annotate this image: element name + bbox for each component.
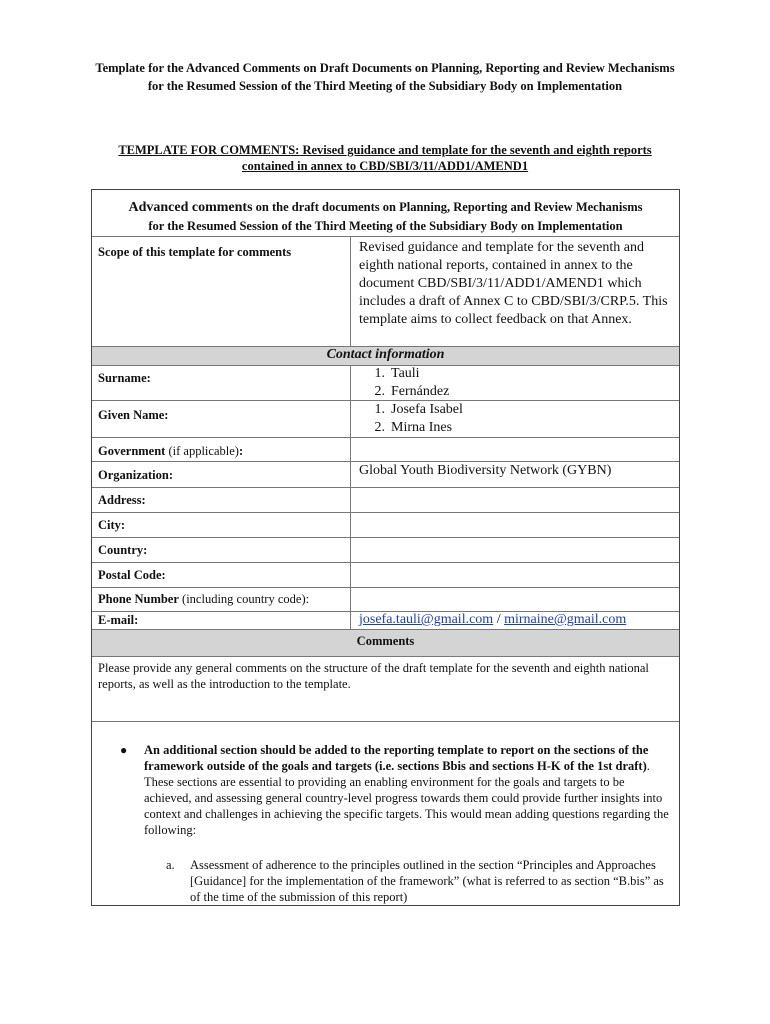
- surname-label: Surname:: [98, 371, 151, 385]
- scope-label: Scope of this template for comments: [98, 245, 292, 259]
- government-note: (if applicable): [165, 444, 239, 458]
- given-name-2: Mirna Ines: [391, 420, 453, 435]
- template-heading-text: Revised guidance and template for the seventh and eighth reports contained in annex to CBD/SBI/3/11/ADD1/AMEND1: [241, 143, 652, 173]
- row-divider: [92, 437, 679, 438]
- template-heading: [100, 142, 670, 174]
- given-name-1: Josefa Isabel: [391, 402, 463, 417]
- given-name-label: Given Name:: [98, 408, 169, 422]
- organization-label: Organization:: [98, 468, 173, 482]
- scope-value: Revised guidance and template for the seventh and eighth national reports, contained in annex to the document CBD/SBI/3/11/ADD1/AMEND1 which includes a draft of Annex C to CBD/SBI/3/CRP.5. This template aims to collect feedback on that Annex.: [359, 240, 668, 327]
- phone-label: [98, 591, 309, 607]
- bullet-rest-text: . These sections are essential to providing an enabling environment for the goals and targets to be achieved, and assessing general country-level progress towards them could provide further insights into context and challenges in achieving the specific targets. This would mean adding questions regarding the following:: [144, 759, 669, 837]
- row-divider: [92, 656, 679, 657]
- comment-bullet-item: [120, 742, 670, 838]
- row-divider: [92, 537, 679, 538]
- list-number: 1.: [374, 402, 385, 417]
- row-divider: [92, 487, 679, 488]
- list-number: 2.: [374, 384, 385, 399]
- government-colon: :: [238, 444, 244, 458]
- form-box-title-rest: on the draft documents on Planning, Reporting and Review Mechanisms: [252, 200, 643, 214]
- surname-2: Fernández: [391, 384, 450, 399]
- document-title: Template for the Advanced Comments on Draft Documents on Planning, Reporting and Review Mechanisms for the Resumed Session of the Third Meeting of the Subsidiary Body on Implementation: [95, 61, 675, 93]
- row-divider: [92, 721, 679, 722]
- row-divider: [92, 236, 679, 237]
- country-label: Country:: [98, 543, 148, 557]
- form-box-title-lead: Advanced comments: [128, 200, 253, 215]
- sub-item-text: Assessment of adherence to the principles outlined in the section “Principles and Approaches [Guidance] for the implementation of the framework” (what is referred to as section “B.bis” as of the time of the submission of this report): [190, 858, 664, 904]
- city-label: City:: [98, 518, 126, 532]
- given-name-value: [359, 401, 463, 437]
- template-heading-label: TEMPLATE FOR COMMENTS:: [118, 143, 300, 157]
- surname-1: Tauli: [391, 366, 420, 381]
- organization-value: Global Youth Biodiversity Network (GYBN): [359, 463, 612, 478]
- sub-item-marker: a.: [166, 858, 175, 872]
- row-divider: [92, 587, 679, 588]
- form-box-title-line2: for the Resumed Session of the Third Meeting of the Subsidiary Body on Implementation: [148, 219, 623, 233]
- government-label-text: Government: [98, 444, 166, 458]
- list-number: 2.: [374, 420, 385, 435]
- phone-label-text: Phone Number: [98, 592, 179, 606]
- general-comments-prompt: Please provide any general comments on the structure of the draft template for the seventh and eighth national reports, as well as the introduction to the template.: [98, 661, 649, 691]
- comment-sub-item: [166, 857, 671, 905]
- row-divider: [92, 512, 679, 513]
- address-label: Address:: [98, 493, 146, 507]
- column-divider: [350, 365, 351, 629]
- email-value: [359, 611, 626, 629]
- row-divider: [92, 629, 679, 630]
- email-link-2[interactable]: mirnaine@gmail.com: [504, 612, 627, 627]
- email-link-1[interactable]: josefa.tauli@gmail.com: [359, 612, 494, 627]
- bullet-icon: ●: [120, 743, 128, 757]
- phone-note: (including country code):: [178, 592, 310, 606]
- list-number: 1.: [374, 366, 385, 381]
- email-separator: /: [493, 612, 505, 627]
- email-label: E-mail:: [98, 613, 139, 627]
- surname-value: [359, 365, 449, 401]
- postal-code-label: Postal Code:: [98, 568, 166, 582]
- bullet-text: [144, 742, 670, 838]
- column-divider: [350, 236, 351, 346]
- government-label: [98, 443, 243, 459]
- row-divider: [92, 562, 679, 563]
- form-box-title: [92, 198, 679, 235]
- contact-information-header: Contact information: [326, 347, 445, 362]
- bullet-bold-text: An additional section should be added to the reporting template to report on the sections of the framework outside of the goals and targets (i.e. sections Bbis and sections H-K of the 1st draft): [144, 743, 649, 773]
- comments-header: Comments: [356, 634, 415, 648]
